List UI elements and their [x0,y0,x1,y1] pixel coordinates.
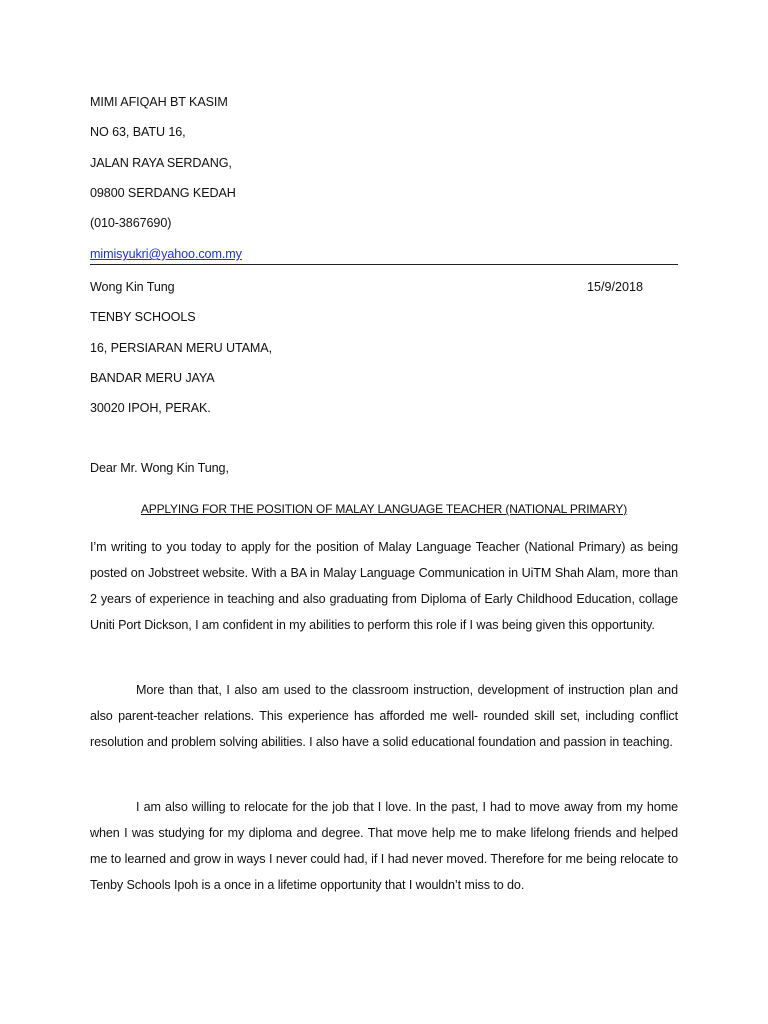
recipient-address-line-3: 30020 IPOH, PERAK. [90,401,211,415]
sender-name: MIMI AFIQAH BT KASIM [90,95,228,109]
body-paragraph-3: I am also willing to relocate for the job that I love. In the past, I had to move away from my home when I was studying for my diploma and degree. That move help me to make lifelong friends and helped me to learned and grow in ways I never could had, if I had never moved. Therefore for me being relocate to Tenby Schools Ipoh is a once in a lifetime opportunity that I wouldn’t miss to do. [90,800,678,892]
sender-email-link[interactable]: mimisyukri@yahoo.com.my [90,247,242,261]
recipient-organization: TENBY SCHOOLS [90,310,196,324]
body-paragraph-1: I’m writing to you today to apply for the position of Malay Language Teacher (National Primary) as being posted on Jobstreet website. With a BA in Malay Language Communication in UiTM Shah Alam, more than 2 years of experience in teaching and also graduating from Diploma of Early Childhood Education, collage Uniti Port Dickson, I am confident in my abilities to perform this role if I was being given this opportunity. [90,540,678,632]
recipient-name: Wong Kin Tung [90,280,175,294]
recipient-address-line-2: BANDAR MERU JAYA [90,371,215,385]
sender-address-line-3: 09800 SERDANG KEDAH [90,186,236,200]
recipient-address-line-1: 16, PERSIARAN MERU UTAMA, [90,341,273,355]
body-paragraph-2: More than that, I also am used to the classroom instruction, development of instruction plan and also parent-teacher relations. This experience has afforded me well- rounded skill set, including conflict resolution and problem solving abilities. I also have a solid educational foundation and passion in teaching. [90,683,678,749]
sender-address-line-2: JALAN RAYA SERDANG, [90,156,232,170]
header-divider [90,264,678,265]
sender-phone: (010-3867690) [90,216,172,230]
sender-address-line-1: NO 63, BATU 16, [90,125,186,139]
letter-date: 15/9/2018 [587,280,644,294]
subject-line: APPLYING FOR THE POSITION OF MALAY LANGUAGE TEACHER (NATIONAL PRIMARY) [140,502,628,516]
salutation: Dear Mr. Wong Kin Tung, [90,461,229,475]
